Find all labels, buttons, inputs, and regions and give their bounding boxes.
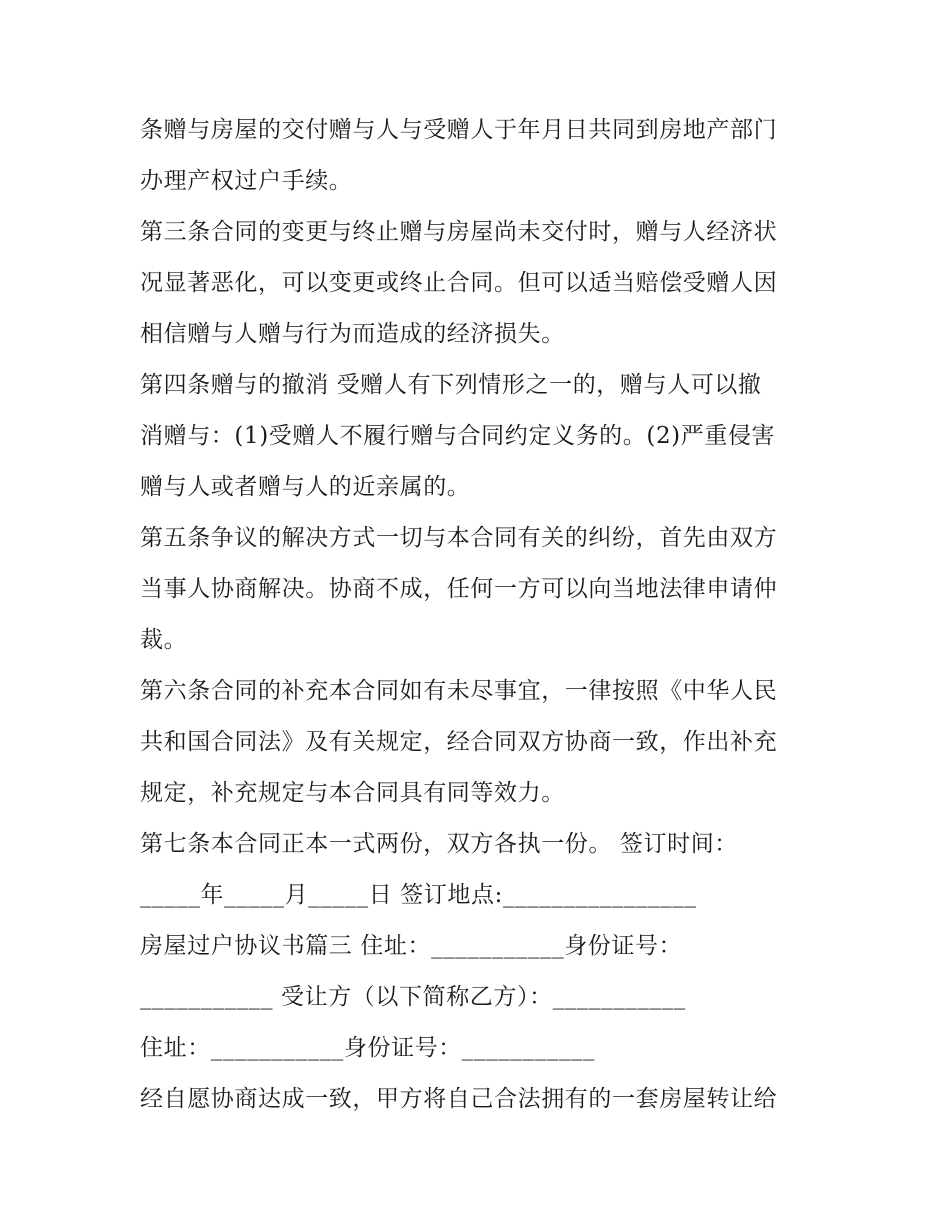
- text-line: 房屋过户协议书篇三 住址：___________身份证号：: [140, 933, 683, 959]
- text-line: 第三条合同的变更与终止赠与房屋尚未交付时，赠与人经济状: [140, 219, 778, 245]
- text-line: 况显著恶化，可以变更或终止合同。但可以适当赔偿受赠人因: [140, 270, 778, 296]
- text-line: ___________ 受让方（以下简称乙方）：___________: [140, 984, 686, 1010]
- text-line: 当事人协商解决。协商不成，任何一方可以向当地法律申请仲: [140, 576, 778, 602]
- text-line: 共和国合同法》及有关规定，经合同双方协商一致，作出补充: [140, 729, 778, 755]
- text-line: 条赠与房屋的交付赠与人与受赠人于年月日共同到房地产部门: [140, 117, 778, 143]
- text-line: 赠与人或者赠与人的近亲属的。: [140, 474, 471, 500]
- text-line: 第五条争议的解决方式一切与本合同有关的纠纷，首先由双方: [140, 525, 778, 551]
- text-line: 消赠与：(1)受赠人不履行赠与合同约定义务的。(2)严重侵害: [140, 423, 776, 449]
- text-line: 办理产权过户手续。: [140, 168, 353, 194]
- text-line: 经自愿协商达成一致，甲方将自己合法拥有的一套房屋转让给: [140, 1086, 778, 1112]
- text-line: 第七条本合同正本一式两份，双方各执一份。 签订时间：: [140, 831, 738, 857]
- document-body: [140, 105, 820, 1125]
- text-line: 相信赠与人赠与行为而造成的经济损失。: [140, 321, 565, 347]
- text-line: 住址：___________身份证号：___________: [140, 1035, 595, 1061]
- text-line: 裁。: [140, 627, 188, 653]
- text-line: 第四条赠与的撤消 受赠人有下列情形之一的，赠与人可以撤: [140, 372, 762, 398]
- signing-date-line: _____年_____月_____日 签订地点:________________: [140, 882, 697, 908]
- text-line: 规定，补充规定与本合同具有同等效力。: [140, 780, 565, 806]
- text-line: 第六条合同的补充本合同如有未尽事宜，一律按照《中华人民: [140, 678, 778, 704]
